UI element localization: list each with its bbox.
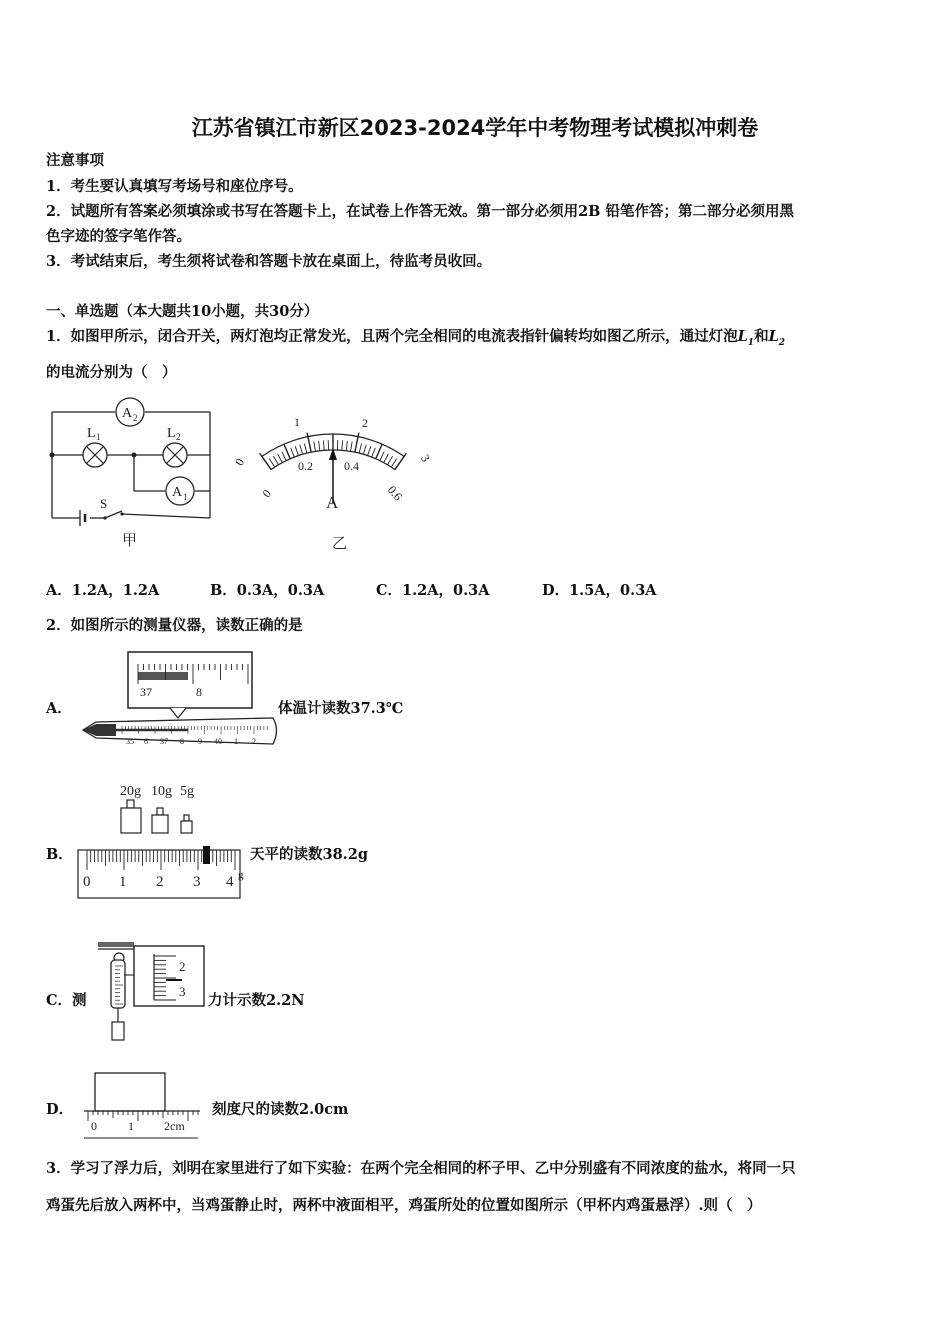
zoom-box bbox=[134, 946, 204, 1006]
dial-tick bbox=[388, 456, 393, 465]
dial-tick bbox=[384, 454, 389, 463]
scale-label: 40 bbox=[214, 737, 222, 746]
dial-tick bbox=[260, 453, 271, 469]
scale-label: 37 bbox=[160, 737, 168, 746]
zoom-label: 8 bbox=[196, 685, 202, 699]
dial-tick bbox=[395, 453, 406, 469]
dial-tick bbox=[363, 445, 366, 455]
dial-tick bbox=[372, 448, 376, 457]
dial-tick bbox=[300, 445, 303, 455]
inner-tick-label: 0.4 bbox=[344, 459, 359, 473]
question-2-text: 2．如图所示的测量仪器，读数正确的是 bbox=[46, 617, 303, 634]
dial-tick bbox=[346, 441, 347, 451]
scale-label: 8 bbox=[180, 737, 184, 746]
weight-20g-knob bbox=[127, 800, 134, 808]
thermometer-figure bbox=[78, 650, 283, 750]
inner-tick-label: 0.2 bbox=[298, 459, 313, 473]
dial-tick bbox=[376, 444, 382, 459]
weight-10g bbox=[152, 815, 168, 833]
option-d: D．1.5A，0.3A bbox=[542, 582, 657, 599]
dial-tick bbox=[380, 452, 384, 461]
ammeter-a1-subscript: 1 bbox=[183, 492, 188, 502]
ruler-figure bbox=[80, 1068, 205, 1140]
ammeter-a1-label: A bbox=[172, 485, 183, 500]
ammeter-dial bbox=[228, 408, 438, 553]
notice-heading: 注意事项 bbox=[46, 152, 104, 169]
ruler-label: 2cm bbox=[164, 1119, 185, 1133]
dial-tick bbox=[273, 456, 278, 465]
dial-tick bbox=[291, 448, 295, 457]
weight-5g-knob bbox=[184, 815, 189, 821]
scale-label: 2 bbox=[252, 737, 256, 746]
weight-label: 20g bbox=[120, 784, 141, 799]
zoom-label: 3 bbox=[179, 984, 186, 999]
bulb-l2-label: L bbox=[167, 426, 176, 441]
spring-scale-figure bbox=[96, 940, 211, 1045]
figure-jia-caption: 甲 bbox=[122, 533, 138, 549]
bulb-l2-symbol bbox=[163, 426, 187, 467]
measured-block bbox=[95, 1073, 165, 1111]
option-b-label: B． bbox=[46, 846, 73, 863]
ruler-label: 0 bbox=[91, 1119, 97, 1133]
scale-label: 1 bbox=[234, 737, 238, 746]
dial-unit-label: A bbox=[326, 493, 339, 512]
figure-yi-caption: 乙 bbox=[332, 536, 348, 552]
page-title: 江苏省镇江市新区2023-2024学年中考物理考试模拟冲刺卷 bbox=[191, 116, 759, 140]
dial-tick bbox=[282, 452, 286, 461]
option-c-text: 力计示数2.2N bbox=[208, 992, 305, 1009]
bulb-l1-subscript: 1 bbox=[96, 432, 101, 442]
bulb-l2-subscript: 2 bbox=[176, 432, 181, 442]
switch-label: S bbox=[100, 496, 108, 511]
scale-label: 4 bbox=[226, 874, 234, 890]
notice-item: 3．考试结束后，考生须将试卷和答题卡放在桌面上，待监考员收回。 bbox=[46, 253, 492, 270]
dial-tick bbox=[391, 459, 396, 467]
question-3-line1: 3．学习了浮力后，刘明在家里进行了如下实验：在两个完全相同的杯子甲、乙中分别盛有不同浓度的盐水，将同一只 bbox=[46, 1160, 796, 1177]
thermometer-bulb bbox=[83, 724, 116, 736]
spring-scale-body bbox=[111, 960, 125, 1008]
scale-label: 1 bbox=[119, 874, 127, 890]
dial-tick bbox=[295, 446, 298, 455]
notice-item: 1．考生要认真填写考场号和座位序号。 bbox=[46, 178, 303, 195]
question-1-line2: 的电流分别为（ ） bbox=[46, 364, 177, 381]
dial-tick bbox=[368, 446, 371, 455]
option-a-label: A． bbox=[46, 700, 72, 717]
bulb-l1-symbol: $L_1$ bbox=[737, 328, 755, 348]
dial-tick bbox=[269, 459, 274, 467]
dial-tick bbox=[323, 440, 324, 450]
weight-label: 5g bbox=[180, 784, 194, 799]
ammeter-a1-symbol bbox=[166, 477, 194, 505]
section-heading: 一、单选题（本大题共10小题，共30分） bbox=[46, 303, 319, 320]
ceiling-hatch bbox=[98, 942, 134, 947]
scale-label: 2 bbox=[156, 874, 164, 890]
scale-label: 35 bbox=[126, 737, 134, 746]
dial-tick bbox=[314, 442, 316, 452]
zoom-label: 37 bbox=[140, 685, 152, 699]
question-3-line2: 鸡蛋先后放入两杯中，当鸡蛋静止时，两杯中液面相平，鸡蛋所处的位置如图所示（甲杯内鸡蛋悬浮）.则（ ） bbox=[46, 1197, 762, 1214]
option-a: A．1.2A，1.2A bbox=[46, 582, 160, 599]
outer-tick-label: 3 bbox=[417, 452, 434, 465]
switch-symbol bbox=[103, 511, 123, 520]
mercury-column-zoom bbox=[138, 672, 188, 680]
dial-tick bbox=[351, 442, 353, 452]
option-a-text: 体温计读数37.3℃ bbox=[278, 700, 404, 717]
ammeter-a2-subscript: 2 bbox=[133, 413, 138, 423]
ruler-label: 1 bbox=[128, 1119, 134, 1133]
dial-tick bbox=[278, 454, 283, 463]
dial-tick bbox=[284, 444, 290, 459]
scale-label: 9 bbox=[198, 737, 202, 746]
weight-20g bbox=[121, 808, 141, 833]
scale-unit: g bbox=[238, 869, 244, 881]
hanging-weight bbox=[112, 1022, 124, 1040]
balance-figure bbox=[74, 778, 254, 903]
dial-tick bbox=[304, 444, 306, 454]
weight-label: 10g bbox=[151, 784, 172, 799]
inner-tick-label: 0 bbox=[259, 486, 275, 501]
option-c-label: C．测 bbox=[46, 992, 87, 1009]
outer-tick-label: 1 bbox=[294, 415, 300, 429]
rider bbox=[203, 846, 210, 864]
option-d-label: D． bbox=[46, 1101, 74, 1118]
scale-label: 0 bbox=[83, 874, 91, 890]
option-b: B．0.3A，0.3A bbox=[210, 582, 325, 599]
notice-item: 色字迹的签字笔作答。 bbox=[46, 228, 191, 245]
bulb-l2-symbol: $L_2$ bbox=[768, 328, 786, 348]
and-text: 和 bbox=[754, 328, 769, 345]
weight-10g-knob bbox=[157, 808, 163, 815]
inner-tick-label: 0.6 bbox=[384, 482, 406, 504]
option-d-text: 刻度尺的读数2.0cm bbox=[212, 1101, 349, 1118]
notice-item: 2．试题所有答案必须填涂或书写在答题卡上，在试卷上作答无效。第一部分必须用2B 铅笔作答；第二部分必须用黑 bbox=[46, 203, 794, 220]
dial-tick bbox=[359, 444, 361, 454]
option-c: C．1.2A，0.3A bbox=[376, 582, 490, 599]
ammeter-a2-symbol bbox=[116, 398, 144, 426]
outer-tick-label: 2 bbox=[362, 416, 368, 430]
question-1-line1: 1．如图甲所示，闭合开关，两灯泡均正常发光，且两个完全相同的电流表指针偏转均如图乙所示，通过灯泡 bbox=[46, 328, 738, 345]
weight-5g bbox=[181, 821, 192, 833]
bulb-l1-symbol bbox=[83, 426, 107, 467]
bulb-l1-label: L bbox=[87, 426, 96, 441]
scale-label: 3 bbox=[193, 874, 201, 890]
scale-label: 6 bbox=[144, 737, 148, 746]
option-b-text: 天平的读数38.2g bbox=[250, 846, 368, 863]
ammeter-a2-label: A bbox=[122, 406, 133, 421]
dial-tick bbox=[342, 440, 343, 450]
circuit-diagram bbox=[40, 395, 225, 555]
question-1-text bbox=[46, 328, 785, 349]
outer-tick-label: 0 bbox=[231, 455, 248, 468]
dial-tick bbox=[319, 441, 320, 451]
zoom-label: 2 bbox=[179, 959, 186, 974]
